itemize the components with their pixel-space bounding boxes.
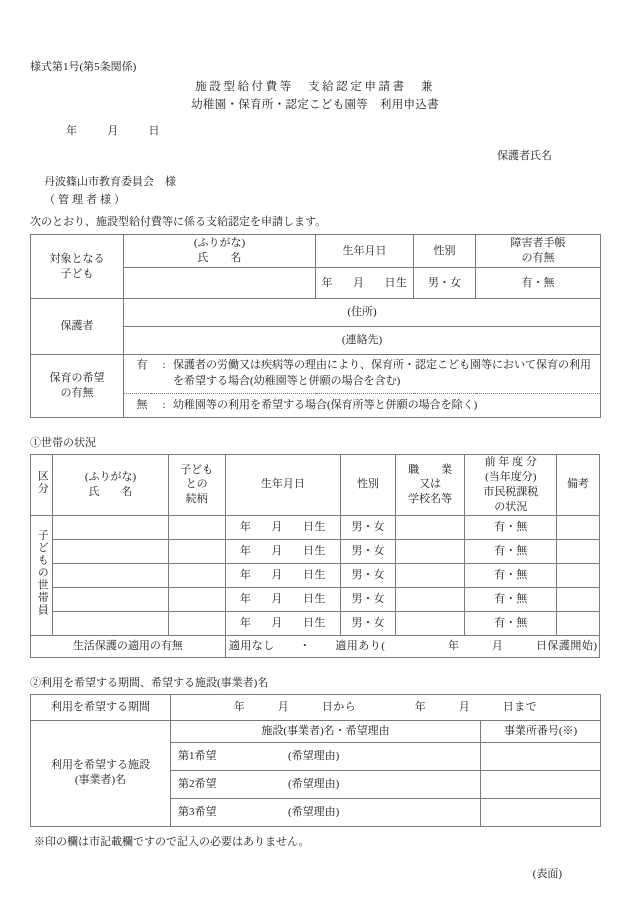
member-tax-choice[interactable]: 有・無	[465, 611, 557, 635]
birth-month-label: 月	[271, 568, 283, 581]
guardian-name-label: 保護者氏名	[497, 150, 552, 163]
member-remarks-input[interactable]	[557, 587, 600, 611]
birth-day-label: 日生	[302, 616, 326, 629]
care-wish-no-option[interactable]	[124, 394, 601, 418]
table-row	[31, 635, 600, 657]
period-input[interactable]	[171, 694, 601, 720]
welfare-label: 生活保護の適用の有無	[31, 635, 226, 657]
member-relation-input[interactable]	[168, 539, 225, 563]
facility-rank-label: 第2希望	[178, 777, 217, 790]
care-wish-yes-option[interactable]	[124, 355, 601, 394]
facility-choice-3[interactable]	[171, 798, 481, 826]
name-label: 氏 名	[197, 252, 242, 265]
welfare-separator: ・	[299, 639, 311, 652]
facility-reason-label: (希望理由)	[288, 777, 340, 790]
office-number-input-2[interactable]	[481, 770, 601, 798]
care-yes-mark: 有	[136, 359, 148, 372]
addressee-main: 丹波篠山市教育委員会 様	[44, 176, 176, 189]
member-name-input[interactable]	[53, 515, 168, 539]
addressee-sub: （管理者様）	[44, 194, 128, 207]
care-no-text: 幼稚園等の利用を希望する場合(保育所等と併願の場合を除く)	[173, 398, 478, 411]
period-from-day: 日から	[321, 700, 357, 713]
welfare-option-yes[interactable]: 適用あり(	[335, 639, 386, 652]
date-year-label: 年	[66, 125, 78, 138]
application-date	[30, 122, 600, 138]
office-number-input-1[interactable]	[481, 742, 601, 770]
care-yes-text: 保護者の労働又は疾病等の理由により、保育所・認定こども園等において保育の利用を希望する場合(幼稚園等と併願の場合を含む)	[173, 359, 591, 388]
birth-year-label: 年	[239, 520, 252, 533]
member-occupation-input[interactable]	[396, 563, 465, 587]
facility-choice-1[interactable]	[171, 742, 481, 770]
header-remarks: 備考	[557, 455, 600, 515]
header-occupation: 職 業 又は 学校名等	[396, 455, 465, 515]
facility-rank-label: 第1希望	[178, 749, 217, 762]
title-line-2: 幼稚園・保育所・認定こども園等 利用申込書	[191, 99, 439, 112]
care-no-mark: 無	[136, 398, 148, 411]
household-side-label-text: 子どもの世帯員	[36, 528, 49, 617]
section2-title: ②利用を希望する期間、希望する施設(事業者)名	[30, 676, 269, 689]
member-birthdate-input[interactable]	[225, 611, 340, 635]
member-gender-choice[interactable]: 男・女	[340, 587, 395, 611]
footnote: ※印の欄は市記載欄ですので記入の必要はありません。	[34, 835, 310, 848]
period-from-year: 年	[233, 700, 246, 713]
member-occupation-input[interactable]	[396, 539, 465, 563]
table-row	[31, 515, 600, 539]
member-relation-input[interactable]	[168, 563, 225, 587]
member-birthdate-input[interactable]	[225, 563, 340, 587]
header-child-birthdate: 生年月日	[316, 235, 414, 268]
header-tax-status: 前 年 度 分 (当年度分) 市民税課税 の状況	[465, 455, 557, 515]
facility-name-header: 施設(事業者)名・希望理由	[171, 720, 481, 742]
facility-rank-label: 第3希望	[178, 805, 217, 818]
header-child-name	[124, 235, 316, 268]
table-row	[31, 563, 600, 587]
table-row	[31, 611, 600, 635]
welfare-day-label: 日保護開始)	[535, 639, 598, 652]
member-name-input[interactable]	[53, 563, 168, 587]
birth-year-label: 年	[239, 568, 252, 581]
birth-month-label: 月	[271, 616, 283, 629]
care-yes-colon: :	[162, 359, 166, 372]
header-relation: 子ども との 続柄	[168, 455, 225, 515]
period-to-month: 月	[458, 700, 471, 713]
child-name-input[interactable]	[124, 268, 316, 299]
header-gender: 性別	[340, 455, 395, 515]
birth-month-label: 月	[271, 544, 283, 557]
child-info-table	[30, 234, 601, 418]
member-relation-input[interactable]	[168, 611, 225, 635]
period-from-month: 月	[277, 700, 290, 713]
page-side-marker: (表面)	[532, 867, 562, 880]
member-tax-choice[interactable]: 有・無	[465, 539, 557, 563]
birth-day-label: 日生	[302, 520, 326, 533]
form-title	[30, 79, 600, 115]
birth-year-label: 年	[239, 592, 252, 605]
member-remarks-input[interactable]	[557, 563, 600, 587]
birth-year-label: 年	[321, 276, 334, 289]
facility-reason-label: (希望理由)	[288, 749, 340, 762]
member-relation-input[interactable]	[168, 515, 225, 539]
child-gender-choice[interactable]: 男・女	[414, 268, 476, 299]
child-row-label: 対象となる 子ども	[31, 235, 124, 299]
furigana-label: (ふりがな)	[193, 237, 246, 250]
office-number-header: 事業所番号(※)	[481, 720, 601, 742]
guardian-address-field[interactable]: (住所)	[124, 299, 601, 327]
welfare-options[interactable]	[225, 635, 599, 657]
birth-month-label: 月	[353, 276, 365, 289]
title-line-1: 施設型給付費等 支給認定申請書 兼	[195, 81, 435, 94]
header-child-handicap: 障害者手帳 の有無	[476, 235, 601, 268]
facility-label: 利用を希望する施設 (事業者)名	[31, 720, 171, 826]
welfare-year-label: 年	[447, 639, 460, 652]
child-handicap-choice[interactable]: 有・無	[476, 268, 601, 299]
period-label: 利用を希望する期間	[31, 694, 171, 720]
header-birthdate: 生年月日	[225, 455, 340, 515]
birth-day-label: 日生	[302, 592, 326, 605]
member-relation-input[interactable]	[168, 587, 225, 611]
household-status-table	[30, 454, 600, 657]
member-gender-choice[interactable]: 男・女	[340, 563, 395, 587]
table-row	[31, 539, 600, 563]
member-remarks-input[interactable]	[557, 515, 600, 539]
header-name: 氏 名	[88, 485, 133, 498]
member-tax-choice[interactable]: 有・無	[465, 563, 557, 587]
intro-sentence: 次のとおり、施設型給付費等に係る支給認定を申請します。	[30, 216, 327, 229]
header-furigana: (ふりがな)	[84, 471, 137, 484]
header-member-name	[53, 455, 168, 515]
household-side-label	[31, 515, 53, 635]
member-name-input[interactable]	[53, 611, 168, 635]
date-month-label: 月	[107, 125, 119, 138]
member-name-input[interactable]	[53, 539, 168, 563]
member-occupation-input[interactable]	[396, 515, 465, 539]
care-wish-row-label: 保育の希望 の有無	[31, 355, 124, 418]
addressee-block	[30, 173, 600, 209]
birth-month-label: 月	[271, 592, 283, 605]
table-row	[31, 299, 601, 327]
header-category-text: 区分	[36, 469, 49, 495]
header-child-gender: 性別	[414, 235, 476, 268]
birth-day-label: 日生	[302, 568, 326, 581]
guardian-contact-field[interactable]: (連絡先)	[124, 327, 601, 355]
member-gender-choice[interactable]: 男・女	[340, 515, 395, 539]
facility-choice-2[interactable]	[171, 770, 481, 798]
header-category	[31, 455, 53, 515]
table-row	[31, 587, 600, 611]
welfare-option-none[interactable]: 適用なし	[228, 639, 275, 652]
welfare-month-label: 月	[491, 639, 504, 652]
date-day-label: 日	[148, 125, 160, 138]
member-birthdate-input[interactable]	[225, 587, 340, 611]
member-tax-choice[interactable]: 有・無	[465, 515, 557, 539]
office-number-input-3[interactable]	[481, 798, 601, 826]
birth-day-label: 日生	[384, 276, 408, 289]
period-to-day: 日まで	[502, 700, 538, 713]
member-occupation-input[interactable]	[396, 611, 465, 635]
desired-facility-table	[30, 694, 601, 827]
member-name-input[interactable]	[53, 587, 168, 611]
facility-reason-label: (希望理由)	[288, 805, 340, 818]
member-remarks-input[interactable]	[557, 539, 600, 563]
table-row	[31, 355, 601, 394]
birth-day-label: 日生	[302, 544, 326, 557]
birth-year-label: 年	[239, 544, 252, 557]
table-row	[31, 235, 601, 268]
member-gender-choice[interactable]: 男・女	[340, 611, 395, 635]
birth-month-label: 月	[271, 520, 283, 533]
section1-title: ①世帯の状況	[30, 437, 96, 450]
period-to-year: 年	[414, 700, 427, 713]
member-tax-choice[interactable]: 有・無	[465, 587, 557, 611]
guardian-row-label: 保護者	[31, 299, 124, 355]
member-remarks-input[interactable]	[557, 611, 600, 635]
member-gender-choice[interactable]: 男・女	[340, 539, 395, 563]
form-number: 様式第1号(第5条関係)	[30, 61, 137, 73]
member-birthdate-input[interactable]	[225, 515, 340, 539]
care-no-colon: :	[162, 398, 166, 411]
member-birthdate-input[interactable]	[225, 539, 340, 563]
table-row	[31, 694, 601, 720]
member-occupation-input[interactable]	[396, 587, 465, 611]
child-birthdate-input[interactable]	[316, 268, 414, 299]
birth-year-label: 年	[239, 616, 252, 629]
table-row	[31, 455, 600, 515]
table-row	[31, 720, 601, 742]
